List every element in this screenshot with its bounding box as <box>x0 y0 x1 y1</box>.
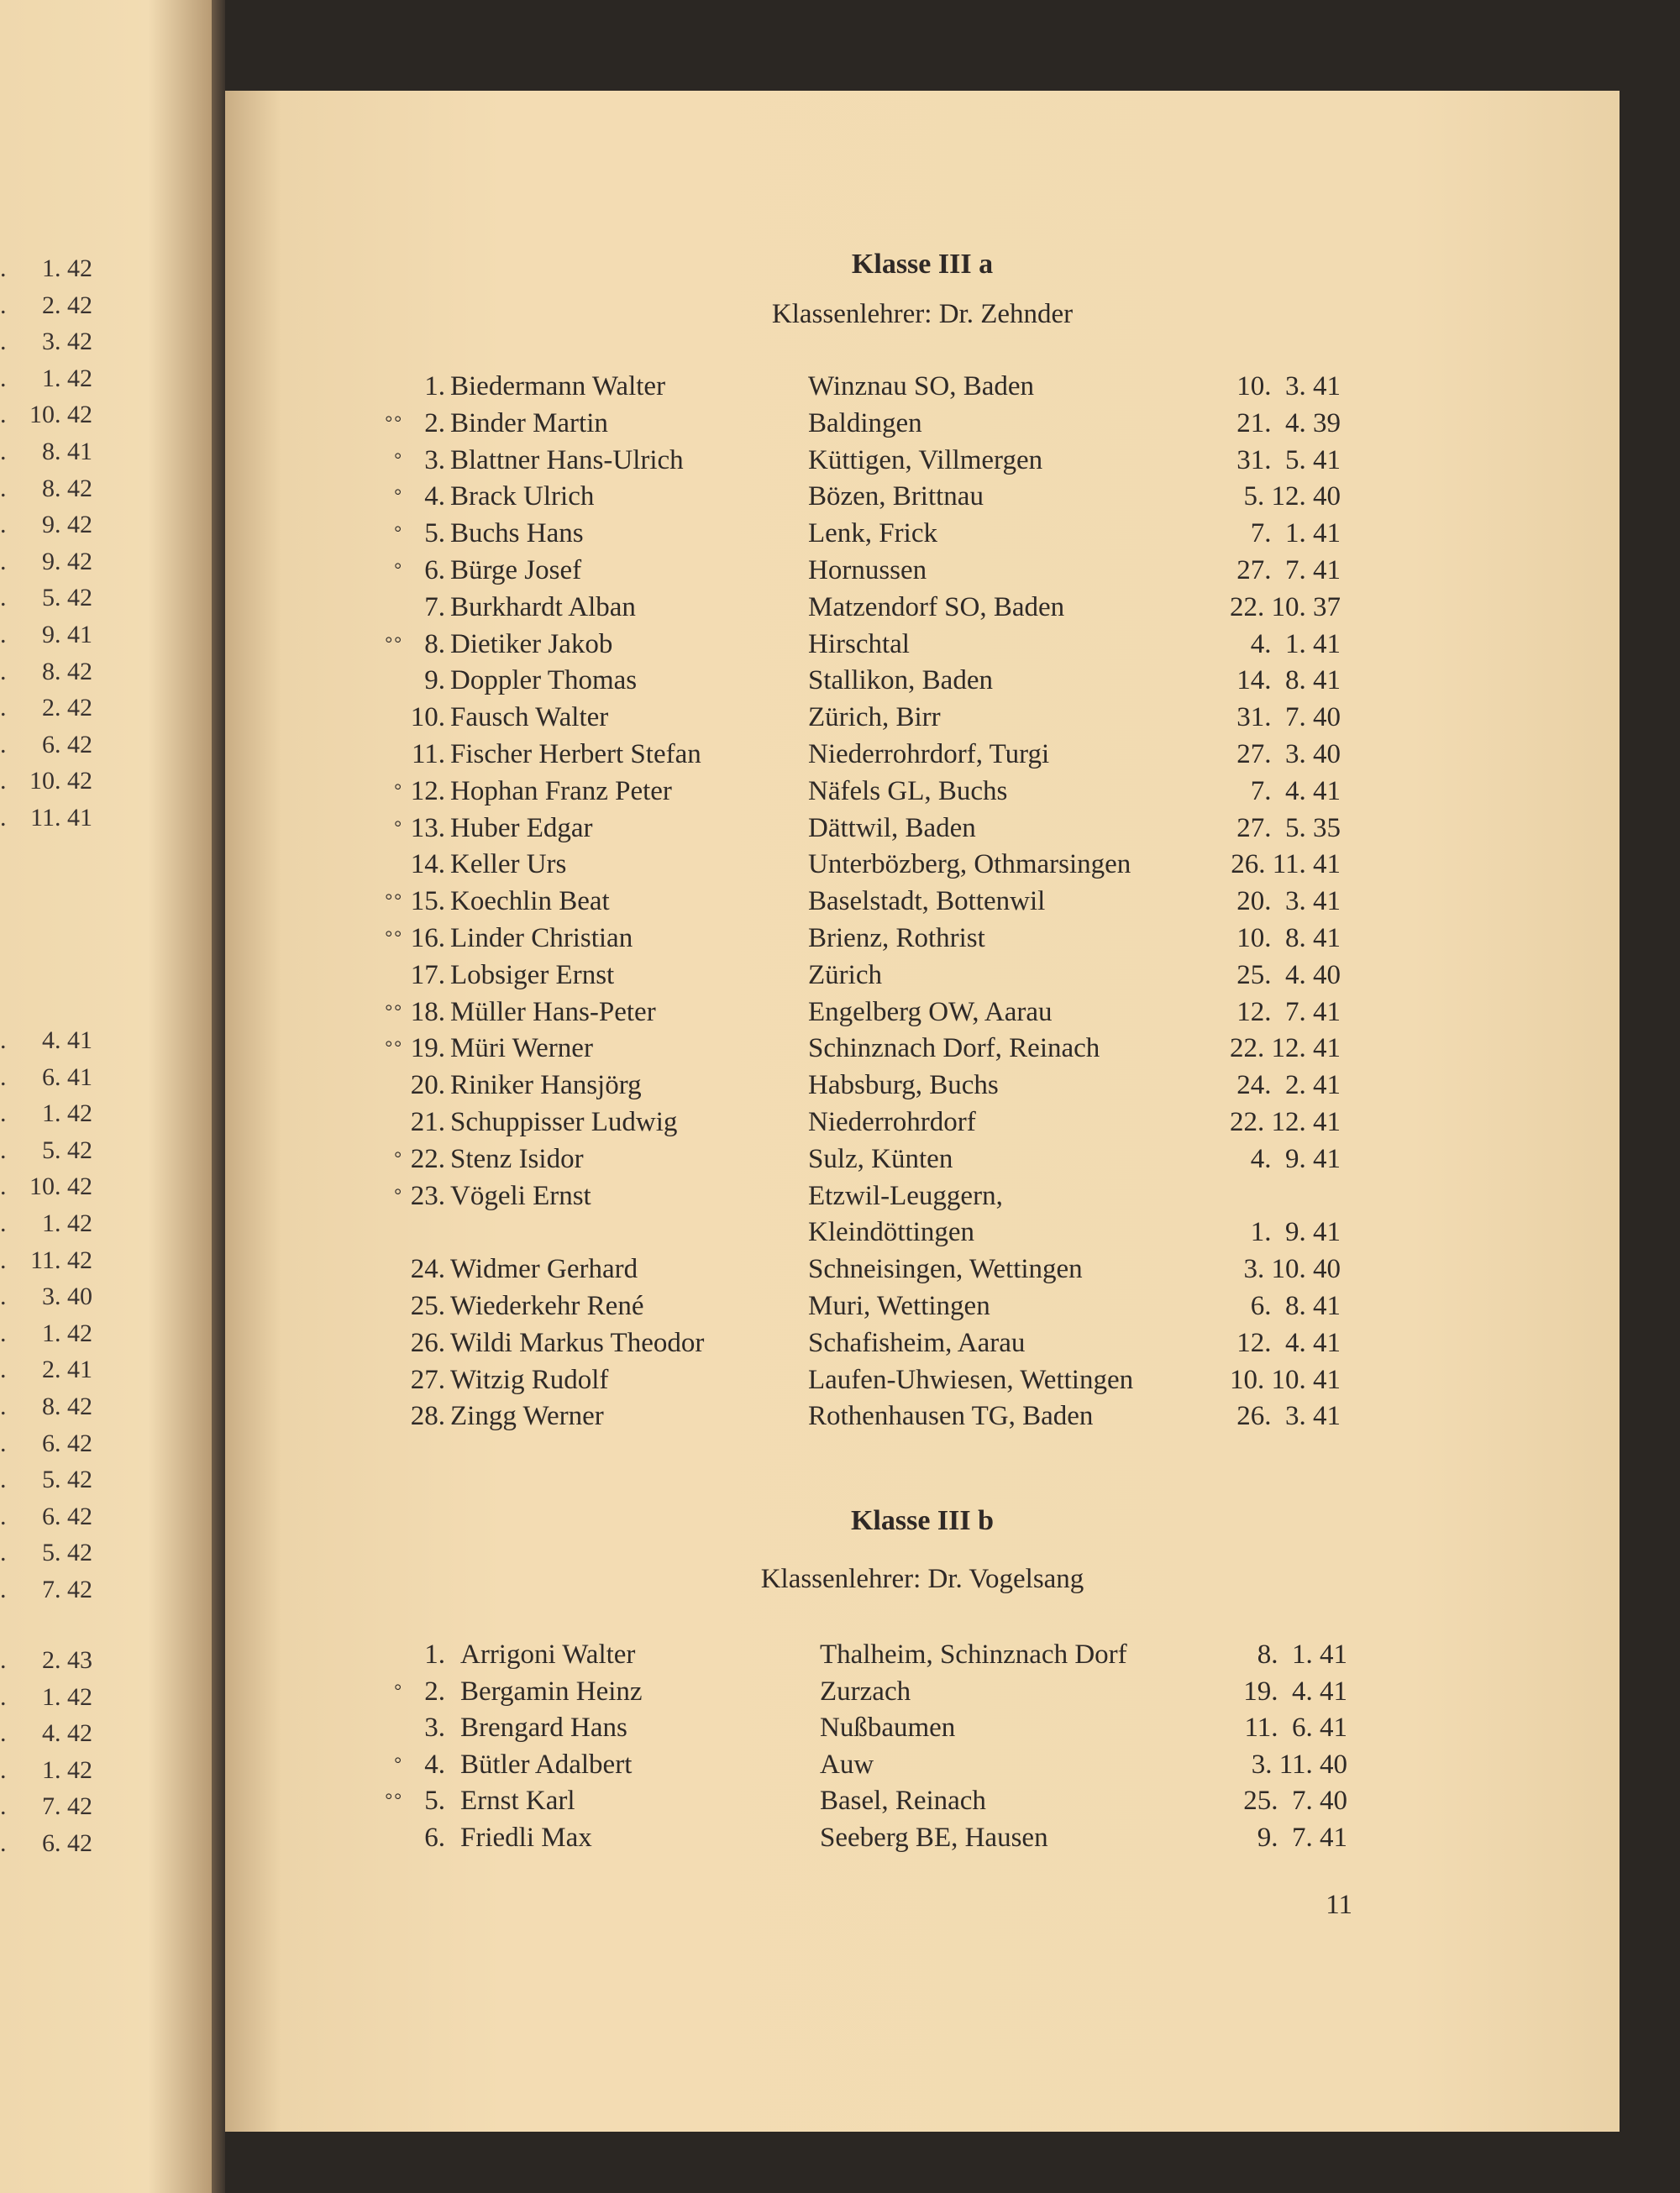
fragment-prefix: . <box>0 1026 7 1054</box>
left-page-date-fragment <box>0 291 210 322</box>
fragment-prefix: . <box>0 1682 7 1711</box>
student-row <box>0 592 1680 629</box>
fragment-date: 9. 42 <box>42 547 92 575</box>
student-place: Nußbaumen <box>820 1713 956 1744</box>
fragment-prefix: . <box>0 621 7 648</box>
student-name: Brack Ulrich <box>450 481 595 512</box>
fragment-date: 8. 41 <box>42 438 92 465</box>
fragment-prefix: . <box>0 804 7 832</box>
student-row <box>0 371 1680 408</box>
fragment-date: 1. 42 <box>42 1319 92 1347</box>
student-row <box>0 1786 1680 1823</box>
student-place: Winznau SO, Baden <box>808 371 1035 401</box>
student-name: Müri Werner <box>450 1033 593 1064</box>
student-row <box>0 518 1680 555</box>
student-name: Koechlin Beat <box>450 886 610 917</box>
student-number: 7. <box>424 591 445 622</box>
student-date: 10. 10. 41 <box>1230 1364 1341 1395</box>
class-a-title: Klasse III a <box>851 249 994 280</box>
student-date: 22. 12. 41 <box>1230 1033 1341 1064</box>
student-place: Baldingen <box>808 407 922 438</box>
student-row <box>0 1070 1680 1107</box>
fragment-prefix: . <box>0 657 7 685</box>
student-row <box>0 408 1680 445</box>
student-row <box>0 813 1680 850</box>
student-row <box>0 886 1680 923</box>
fragment-date: 2. 43 <box>42 1646 92 1674</box>
student-place: Schafisheim, Aarau <box>808 1327 1026 1358</box>
fragment-prefix: . <box>0 730 7 758</box>
student-mark: ° <box>394 816 403 837</box>
student-mark: ° <box>394 1183 403 1205</box>
student-number: 26. <box>410 1327 445 1358</box>
fragment-date: 5. 42 <box>42 1466 92 1494</box>
student-number: 24. <box>410 1254 445 1285</box>
student-place: Zürich <box>808 959 882 990</box>
fragment-prefix: . <box>0 1429 7 1457</box>
left-page-date-fragment <box>0 328 210 358</box>
student-row <box>0 1181 1680 1218</box>
student-number: 27. <box>410 1364 445 1395</box>
student-name: Blattner Hans-Ulrich <box>450 444 684 475</box>
student-name: Buchs Hans <box>450 518 584 549</box>
student-name: Widmer Gerhard <box>450 1254 638 1285</box>
class-b-title: Klasse III b <box>850 1505 995 1536</box>
left-page-date-fragment <box>0 1503 210 1533</box>
student-place: Thalheim, Schinznach Dorf <box>820 1640 1127 1670</box>
fragment-date: 9. 42 <box>42 511 92 539</box>
student-name: Ernst Karl <box>460 1786 575 1817</box>
fragment-date: 7. 42 <box>42 1576 92 1603</box>
fragment-date: 5. 42 <box>42 1136 92 1164</box>
student-place: Sulz, Künten <box>808 1143 953 1174</box>
student-date: 27. 3. 40 <box>1236 739 1341 769</box>
student-row <box>0 1254 1680 1291</box>
fragment-prefix: . <box>0 511 7 539</box>
student-place: Schneisingen, Wettingen <box>808 1254 1083 1285</box>
student-row <box>0 776 1680 813</box>
fragment-prefix: . <box>0 1466 7 1494</box>
fragment-prefix: . <box>0 1099 7 1128</box>
student-row <box>0 555 1680 592</box>
student-date: 4. 1. 41 <box>1250 628 1341 659</box>
student-number: 3. <box>424 1713 445 1744</box>
fragment-date: 8. 42 <box>42 1393 92 1420</box>
student-place: Laufen-Uhwiesen, Wettingen <box>808 1364 1134 1395</box>
student-row <box>0 1107 1680 1144</box>
fragment-date: 4. 41 <box>42 1026 92 1054</box>
student-row <box>0 1750 1680 1786</box>
fragment-date: 2. 42 <box>42 291 92 319</box>
student-mark: °° <box>385 926 403 947</box>
student-row <box>0 960 1680 997</box>
fragment-prefix: . <box>0 1646 7 1674</box>
student-place: Stallikon, Baden <box>808 665 993 696</box>
student-number: 28. <box>410 1401 445 1432</box>
student-name: Schuppisser Ludwig <box>450 1107 678 1137</box>
student-name: Keller Urs <box>450 849 567 880</box>
student-number: 5. <box>424 518 445 549</box>
student-row <box>0 1713 1680 1750</box>
fragment-prefix: . <box>0 1502 7 1530</box>
student-date: 25. 4. 40 <box>1236 959 1341 990</box>
student-name: Vögeli Ernst <box>450 1180 591 1211</box>
student-date: 14. 8. 41 <box>1236 665 1341 696</box>
student-mark: ° <box>394 485 403 506</box>
student-date: 6. 8. 41 <box>1250 1291 1341 1321</box>
student-name: Wildi Markus Theodor <box>450 1327 705 1358</box>
fragment-prefix: . <box>0 1173 7 1201</box>
student-name: Brengard Hans <box>460 1713 627 1744</box>
student-mark: ° <box>394 1679 403 1701</box>
fragment-prefix: . <box>0 1719 7 1748</box>
student-row <box>0 1291 1680 1328</box>
fragment-date: 9. 41 <box>42 621 92 648</box>
fragment-date: 8. 42 <box>42 474 92 502</box>
student-number: 6. <box>424 555 445 585</box>
student-place: Lenk, Frick <box>808 518 937 549</box>
fragment-date: 2. 42 <box>42 694 92 722</box>
student-number: 25. <box>410 1291 445 1321</box>
fragment-date: 11. 42 <box>30 1246 92 1274</box>
fragment-date: 1. 42 <box>42 1755 92 1784</box>
fragment-date: 8. 42 <box>42 657 92 685</box>
student-row <box>0 1033 1680 1070</box>
student-date: 10. 8. 41 <box>1236 923 1341 953</box>
class-b-teacher: Klassenlehrer: Dr. Vogelsang <box>760 1564 1084 1594</box>
student-name: Fausch Walter <box>450 702 609 733</box>
student-name: Doppler Thomas <box>450 665 638 696</box>
student-name: Zingg Werner <box>450 1401 604 1432</box>
fragment-prefix: . <box>0 364 7 392</box>
student-date: 4. 9. 41 <box>1250 1143 1341 1174</box>
fragment-prefix: . <box>0 547 7 575</box>
student-date: 20. 3. 41 <box>1236 886 1341 917</box>
student-mark: °° <box>385 632 403 653</box>
student-number: 17. <box>410 959 445 990</box>
student-date: 24. 2. 41 <box>1236 1070 1341 1101</box>
fragment-prefix: . <box>0 474 7 502</box>
student-number: 1. <box>424 371 445 401</box>
student-place: Engelberg OW, Aarau <box>808 996 1053 1027</box>
student-number: 15. <box>410 886 445 917</box>
student-name: Biedermann Walter <box>450 371 666 401</box>
student-mark: ° <box>394 779 403 800</box>
fragment-prefix: . <box>0 291 7 319</box>
fragment-prefix: . <box>0 401 7 429</box>
student-row <box>0 923 1680 960</box>
fragment-prefix: . <box>0 1755 7 1784</box>
fragment-date: 6. 42 <box>42 730 92 758</box>
student-name: Stenz Isidor <box>450 1143 584 1174</box>
student-date: 22. 10. 37 <box>1230 591 1341 622</box>
student-date: 8. 1. 41 <box>1257 1640 1347 1670</box>
student-place: Habsburg, Buchs <box>808 1070 999 1101</box>
student-row <box>0 1823 1680 1860</box>
student-name: Wiederkehr René <box>450 1291 644 1321</box>
student-date: 11. 6. 41 <box>1244 1713 1347 1744</box>
fragment-prefix: . <box>0 1792 7 1821</box>
student-date: 31. 7. 40 <box>1236 702 1341 733</box>
student-row <box>0 849 1680 886</box>
student-row <box>0 997 1680 1034</box>
student-number: 3. <box>424 444 445 475</box>
fragment-prefix: . <box>0 328 7 356</box>
fragment-date: 6. 41 <box>42 1062 92 1091</box>
student-name: Hophan Franz Peter <box>450 775 672 806</box>
student-row <box>0 702 1680 739</box>
student-place: Hirschtal <box>808 628 910 659</box>
student-row <box>0 445 1680 482</box>
fragment-prefix: . <box>0 1319 7 1347</box>
fragment-prefix: . <box>0 1576 7 1603</box>
student-name: Riniker Hansjörg <box>450 1070 642 1101</box>
student-place: Zurzach <box>820 1676 911 1707</box>
student-place: Auw <box>820 1749 874 1780</box>
student-name: Dietiker Jakob <box>450 628 613 659</box>
student-date: 26. 3. 41 <box>1236 1401 1341 1432</box>
student-row <box>0 1144 1680 1181</box>
student-date: 3. 11. 40 <box>1251 1749 1347 1780</box>
student-row <box>0 1401 1680 1438</box>
student-mark: ° <box>394 1146 403 1168</box>
student-row <box>0 481 1680 518</box>
student-date: 7. 4. 41 <box>1250 775 1341 806</box>
student-name: Witzig Rudolf <box>450 1364 609 1395</box>
student-mark: °° <box>385 1036 403 1058</box>
student-name: Burkhardt Alban <box>450 591 636 622</box>
page-number: 11 <box>1326 1890 1352 1920</box>
student-number: 4. <box>424 1749 445 1780</box>
class-a-teacher: Klassenlehrer: Dr. Zehnder <box>771 299 1074 329</box>
fragment-date: 1. 42 <box>42 1209 92 1237</box>
student-date: 10. 3. 41 <box>1236 371 1341 401</box>
fragment-date: 11. 41 <box>30 804 92 832</box>
fragment-date: 1. 42 <box>42 254 92 282</box>
student-name: Bürge Josef <box>450 555 582 585</box>
student-place: Küttigen, Villmergen <box>808 444 1043 475</box>
student-name: Linder Christian <box>450 923 633 953</box>
fragment-prefix: . <box>0 694 7 722</box>
student-name: Arrigoni Walter <box>460 1640 636 1670</box>
fragment-date: 5. 42 <box>42 584 92 612</box>
student-place: Etzwil-Leuggern, <box>808 1180 1003 1211</box>
fragment-date: 3. 40 <box>42 1283 92 1311</box>
student-number: 12. <box>410 775 445 806</box>
student-place: Hornussen <box>808 555 927 585</box>
student-row <box>0 1365 1680 1402</box>
fragment-prefix: . <box>0 438 7 465</box>
student-name: Huber Edgar <box>450 812 593 843</box>
fragment-date: 10. 42 <box>29 401 92 429</box>
student-place: Brienz, Rothrist <box>808 923 985 953</box>
fragment-prefix: . <box>0 1356 7 1384</box>
student-mark: ° <box>394 1752 403 1774</box>
student-mark: ° <box>394 522 403 543</box>
left-page-date-fragment <box>0 254 210 285</box>
student-name: Müller Hans-Peter <box>450 996 656 1027</box>
student-date: 26. 11. 41 <box>1231 849 1341 880</box>
student-number: 22. <box>410 1143 445 1174</box>
fragment-date: 1. 42 <box>42 1099 92 1128</box>
student-row <box>0 1328 1680 1365</box>
fragment-date: 6. 42 <box>42 1502 92 1530</box>
left-page-date-fragment <box>0 1466 210 1496</box>
student-name: Friedli Max <box>460 1823 592 1853</box>
student-name: Binder Martin <box>450 407 608 438</box>
left-page-date-fragment <box>0 1576 210 1606</box>
fragment-prefix: . <box>0 254 7 282</box>
fragment-prefix: . <box>0 1136 7 1164</box>
student-number: 23. <box>410 1180 445 1211</box>
student-number: 14. <box>410 849 445 880</box>
student-row <box>0 1640 1680 1676</box>
student-place: Schinznach Dorf, Reinach <box>808 1033 1100 1064</box>
student-number: 9. <box>424 665 445 696</box>
fragment-prefix: . <box>0 1539 7 1567</box>
student-place: Dättwil, Baden <box>808 812 976 843</box>
student-number: 2. <box>424 1676 445 1707</box>
student-date: 12. 7. 41 <box>1236 996 1341 1027</box>
student-mark: ° <box>394 448 403 470</box>
fragment-prefix: . <box>0 1283 7 1311</box>
student-place: Rothenhausen TG, Baden <box>808 1401 1094 1432</box>
student-place: Baselstadt, Bottenwil <box>808 886 1046 917</box>
fragment-date: 7. 42 <box>42 1792 92 1821</box>
student-row <box>0 1217 1680 1254</box>
student-number: 20. <box>410 1070 445 1101</box>
student-number: 1. <box>424 1640 445 1670</box>
left-page-date-fragment <box>0 1539 210 1569</box>
student-place: Bözen, Brittnau <box>808 481 984 512</box>
fragment-prefix: . <box>0 767 7 795</box>
student-date: 25. 7. 40 <box>1243 1786 1347 1817</box>
student-mark: °° <box>385 889 403 911</box>
fragment-date: 4. 42 <box>42 1719 92 1748</box>
student-date: 7. 1. 41 <box>1250 518 1341 549</box>
student-name: Bütler Adalbert <box>460 1749 633 1780</box>
fragment-prefix: . <box>0 1393 7 1420</box>
student-place: Näfels GL, Buchs <box>808 775 1008 806</box>
student-date: 5. 12. 40 <box>1243 481 1341 512</box>
student-place: Niederrohrdorf <box>808 1107 976 1137</box>
student-row <box>0 665 1680 702</box>
fragment-date: 10. 42 <box>29 767 92 795</box>
student-date: 27. 5. 35 <box>1236 812 1341 843</box>
fragment-date: 3. 42 <box>42 328 92 356</box>
student-name: Fischer Herbert Stefan <box>450 739 701 769</box>
student-date: 31. 5. 41 <box>1236 444 1341 475</box>
student-row <box>0 1676 1680 1713</box>
student-date: 21. 4. 39 <box>1236 407 1341 438</box>
student-date: 22. 12. 41 <box>1230 1107 1341 1137</box>
fragment-date: 5. 42 <box>42 1539 92 1567</box>
student-number: 8. <box>424 628 445 659</box>
student-mark: ° <box>394 559 403 580</box>
student-place: Niederrohrdorf, Turgi <box>808 739 1050 769</box>
fragment-date: 6. 42 <box>42 1429 92 1457</box>
student-number: 16. <box>410 923 445 953</box>
student-name: Lobsiger Ernst <box>450 959 615 990</box>
student-place: Seeberg BE, Hausen <box>820 1823 1048 1853</box>
fragment-prefix: . <box>0 584 7 612</box>
student-number: 4. <box>424 481 445 512</box>
student-mark: °° <box>385 1789 403 1811</box>
fragment-prefix: . <box>0 1062 7 1091</box>
student-place: Basel, Reinach <box>820 1786 986 1817</box>
student-number: 2. <box>424 407 445 438</box>
student-number: 18. <box>410 996 445 1027</box>
student-row <box>0 629 1680 666</box>
student-place: Muri, Wettingen <box>808 1291 990 1321</box>
student-date: 1. 9. 41 <box>1250 1217 1341 1248</box>
student-date: 12. 4. 41 <box>1236 1327 1341 1358</box>
student-number: 11. <box>411 739 445 769</box>
student-number: 19. <box>410 1033 445 1064</box>
student-date: 19. 4. 41 <box>1243 1676 1347 1707</box>
fragment-date: 6. 42 <box>42 1829 92 1857</box>
fragment-prefix: . <box>0 1829 7 1857</box>
student-place: Matzendorf SO, Baden <box>808 591 1065 622</box>
student-date: 3. 10. 40 <box>1243 1254 1341 1285</box>
student-row <box>0 739 1680 776</box>
fragment-prefix: . <box>0 1209 7 1237</box>
fragment-date: 1. 42 <box>42 364 92 392</box>
fragment-prefix: . <box>0 1246 7 1274</box>
student-place: Unterbözberg, Othmarsingen <box>808 849 1131 880</box>
student-place: Zürich, Birr <box>808 702 941 733</box>
student-number: 6. <box>424 1823 445 1853</box>
student-number: 5. <box>424 1786 445 1817</box>
student-place: Kleindöttingen <box>808 1217 974 1248</box>
student-number: 13. <box>410 812 445 843</box>
student-number: 10. <box>410 702 445 733</box>
fragment-date: 2. 41 <box>42 1356 92 1384</box>
student-name: Bergamin Heinz <box>460 1676 643 1707</box>
student-mark: °° <box>385 999 403 1021</box>
student-mark: °° <box>385 411 403 433</box>
fragment-date: 1. 42 <box>42 1682 92 1711</box>
fragment-date: 10. 42 <box>29 1173 92 1201</box>
student-date: 9. 7. 41 <box>1257 1823 1347 1853</box>
student-number: 21. <box>410 1107 445 1137</box>
student-date: 27. 7. 41 <box>1236 555 1341 585</box>
